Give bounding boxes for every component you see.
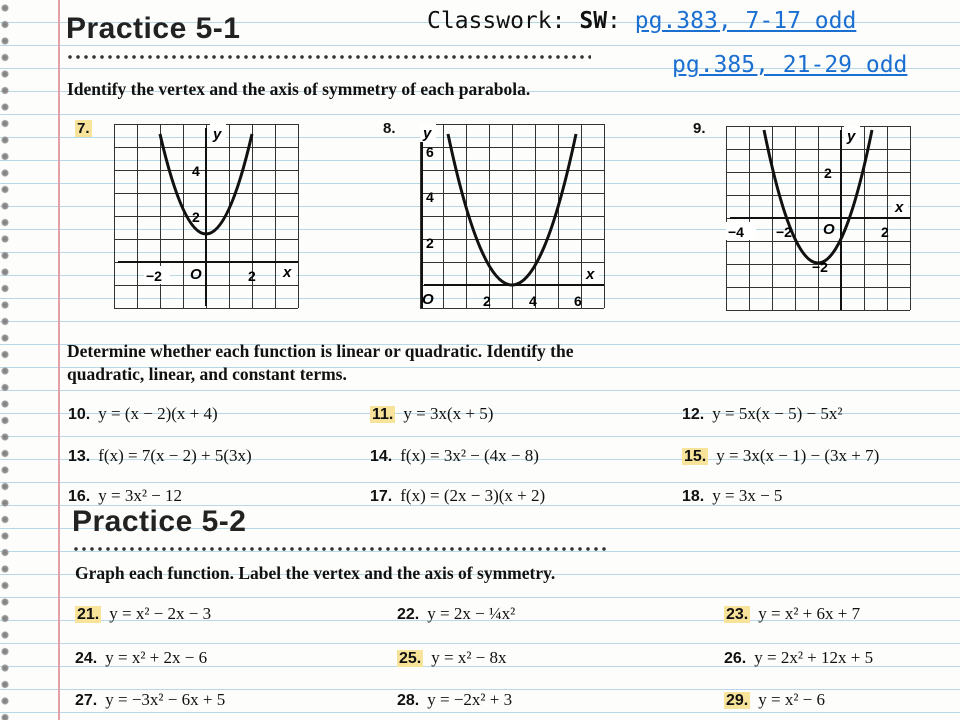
assignment-link-1[interactable]: pg.383, 7-17 odd	[634, 8, 857, 34]
y-axis-label: y	[847, 128, 856, 145]
problem-29: 29. y = x² − 6	[726, 690, 826, 709]
tick-label: 2	[881, 224, 889, 240]
tick-label: 2	[192, 209, 200, 225]
instruction-graph: Graph each function. Label the vertex and the axis of symmetry.	[75, 563, 556, 583]
graph-7	[114, 124, 300, 310]
y-axis-label: y	[423, 125, 432, 142]
problem-22: 22. y = 2x − ¼x²	[397, 604, 516, 623]
tick-label: 4	[426, 189, 434, 205]
practice-5-1-title: Practice 5-1	[66, 12, 241, 45]
classwork-line-2	[672, 52, 907, 78]
graph-8	[420, 124, 606, 310]
problem-27: 27. y = −3x² − 6x + 5	[75, 690, 226, 709]
margin-line	[58, 0, 60, 720]
classwork-line	[427, 8, 856, 34]
problem-26: 26. y = 2x² + 12x + 5	[724, 648, 874, 667]
classwork-label: Classwork:	[427, 8, 566, 34]
instruction-linear-quadratic	[67, 340, 573, 386]
problem-21: 21. y = x² − 2x − 3	[77, 604, 212, 623]
problem-10: 10. y = (x − 2)(x + 4)	[68, 404, 218, 423]
tick-label: −2	[146, 268, 162, 284]
problem-16: 16. y = 3x² − 12	[68, 486, 183, 505]
tick-label: 2	[248, 268, 256, 284]
problem-11: 11. y = 3x(x + 5)	[372, 404, 494, 423]
tick-label: −4	[728, 224, 744, 240]
tick-label: 4	[529, 293, 537, 309]
problem-23: 23. y = x² + 6x + 7	[726, 604, 861, 623]
tick-label: 2	[426, 235, 434, 251]
tick-label: −2	[812, 259, 828, 275]
instruction-vertex: Identify the vertex and the axis of symmetry of each parabola.	[67, 79, 531, 99]
y-axis-label: y	[213, 126, 222, 143]
tick-label: 6	[574, 293, 582, 309]
sw-colon: :	[607, 8, 621, 34]
problem-number-7: 7.	[77, 120, 90, 137]
notebook-spiral	[0, 0, 12, 720]
problem-number-9: 9.	[693, 120, 706, 137]
problem-24: 24. y = x² + 2x − 6	[75, 648, 208, 667]
problem-15: 15. y = 3x(x − 1) − (3x + 7)	[684, 446, 880, 465]
problem-25: 25. y = x² − 8x	[399, 648, 507, 667]
x-axis-label: x	[283, 264, 292, 281]
dotted-divider-1	[66, 54, 591, 60]
origin-label: O	[823, 221, 835, 238]
problem-13: 13. f(x) = 7(x − 2) + 5(3x)	[68, 446, 252, 465]
assignment-link-2[interactable]: pg.385, 21-29 odd	[672, 52, 908, 78]
problem-12: 12. y = 5x(x − 5) − 5x²	[682, 404, 843, 423]
graph-9	[726, 126, 912, 312]
problem-17: 17. f(x) = (2x − 3)(x + 2)	[370, 486, 546, 505]
tick-label: 2	[824, 165, 832, 181]
x-axis-label: x	[895, 199, 904, 216]
tick-label: 2	[483, 293, 491, 309]
dotted-divider-2	[72, 546, 606, 552]
problem-18: 18. y = 3x − 5	[682, 486, 783, 505]
tick-label: 4	[192, 163, 200, 179]
problem-number-8: 8.	[383, 120, 396, 137]
practice-5-2-title: Practice 5-2	[72, 505, 247, 538]
tick-label: 6	[426, 144, 434, 160]
tick-label: −2	[776, 224, 792, 240]
sw-label: SW	[579, 8, 608, 34]
instruction-line-1: Determine whether each function is linear or quadratic. Identify the	[67, 341, 574, 361]
problem-14: 14. f(x) = 3x² − (4x − 8)	[370, 446, 539, 465]
x-axis-label: x	[586, 266, 595, 283]
problem-28: 28. y = −2x² + 3	[397, 690, 513, 709]
grid-lines	[420, 124, 605, 309]
instruction-line-2: quadratic, linear, and constant terms.	[67, 364, 347, 384]
origin-label: O	[422, 291, 434, 308]
origin-label: O	[190, 266, 202, 283]
